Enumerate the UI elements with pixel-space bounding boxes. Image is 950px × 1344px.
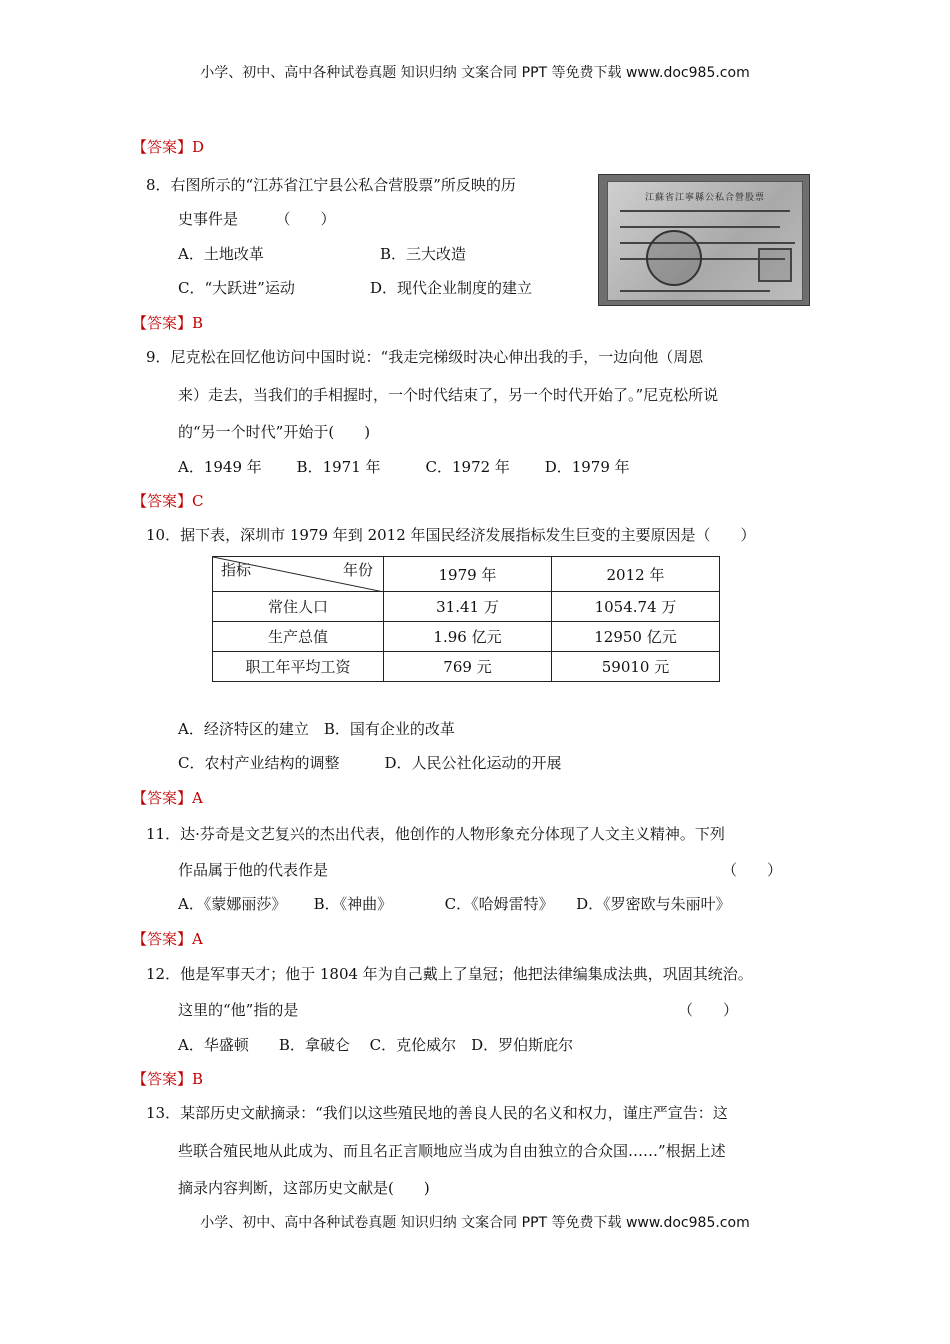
row-label: 生产总值 xyxy=(213,622,384,652)
cell-1979: 769 元 xyxy=(384,652,552,682)
q12-stem-line2: 这里的“他”指的是 xyxy=(178,1001,299,1019)
corner-label-year: 年份 xyxy=(342,561,373,579)
q8-option-a: A．土地改革 xyxy=(178,245,264,263)
q9-options: A．1949 年 B．1971 年 C．1972 年 D．1979 年 xyxy=(178,458,630,476)
q8-option-d: D．现代企业制度的建立 xyxy=(370,279,533,297)
answer-q8: 【答案】B xyxy=(132,314,204,332)
stock-certificate-title: 江蘇省江寧縣公私合營股票 xyxy=(644,193,765,203)
q10-options-ab: A．经济特区的建立 B．国有企业的改革 xyxy=(178,720,455,738)
cell-1979: 31.41 万 xyxy=(384,592,552,622)
cell-2012: 59010 元 xyxy=(552,652,720,682)
shenzhen-data-table xyxy=(212,556,720,682)
row-label: 职工年平均工资 xyxy=(213,652,384,682)
q11-bracket: （ ） xyxy=(722,861,783,879)
q10-options-cd: C．农村产业结构的调整 D．人民公社化运动的开展 xyxy=(178,754,562,772)
cell-2012: 1054.74 万 xyxy=(552,592,720,622)
corner-label-indicator: 指标 xyxy=(221,561,252,579)
header-year-1979: 1979 年 xyxy=(384,557,552,592)
q9-stem-line1: 9．尼克松在回忆他访问中国时说：“我走完梯级时决心伸出我的手，一边向他（周恩 xyxy=(146,348,704,366)
cell-2012: 12950 亿元 xyxy=(552,622,720,652)
q13-stem-line1: 13．某部历史文献摘录：“我们以这些殖民地的善良人民的名义和权力，谨庄严宣告：这 xyxy=(146,1104,728,1122)
q8-option-b: B．三大改造 xyxy=(380,245,467,263)
q10-stem: 10．据下表，深圳市 1979 年到 2012 年国民经济发展指标发生巨变的主要原因是（ ） xyxy=(146,526,756,544)
q12-options: A．华盛顿 B．拿破仑 C．克伦威尔 D．罗伯斯庇尔 xyxy=(178,1036,574,1054)
stock-certificate-image xyxy=(598,174,810,306)
row-label: 常住人口 xyxy=(213,592,384,622)
q13-stem-line2: 些联合殖民地从此成为、而且名正言顺地应当成为自由独立的合众国……”根据上述 xyxy=(178,1142,726,1160)
seal-stamp xyxy=(646,230,702,286)
answer-q11: 【答案】A xyxy=(132,930,203,948)
page-header: 小学、初中、高中各种试卷真题 知识归纳 文案合同 PPT 等免费下载 www.doc985.com xyxy=(200,65,750,81)
square-seal xyxy=(758,248,792,282)
q11-stem-line2: 作品属于他的代表作是 xyxy=(178,861,329,879)
q8-stem-line2: 史事件是 （ ） xyxy=(178,210,336,228)
header-year-2012: 2012 年 xyxy=(552,557,720,592)
q13-stem-line3: 摘录内容判断，这部历史文献是( ) xyxy=(178,1179,430,1197)
table-corner-cell xyxy=(213,557,384,592)
answer-q9: 【答案】C xyxy=(132,492,204,510)
cell-1979: 1.96 亿元 xyxy=(384,622,552,652)
q11-options: A．《蒙娜丽莎》 B．《神曲》 C．《哈姆雷特》 D．《罗密欧与朱丽叶》 xyxy=(178,895,731,913)
q12-stem-line1: 12．他是军事天才；他于 1804 年为自己戴上了皇冠；他把法律编集成法典，巩固其统治。 xyxy=(146,965,753,983)
q8-stem-line1: 8．右图所示的“江苏省江宁县公私合营股票”所反映的历 xyxy=(146,176,516,194)
q11-stem-line1: 11．达·芬奇是文艺复兴的杰出代表，他创作的人物形象充分体现了人文主义精神。下列 xyxy=(146,825,725,843)
page-footer: 小学、初中、高中各种试卷真题 知识归纳 文案合同 PPT 等免费下载 www.doc985.com xyxy=(200,1215,750,1231)
answer-q12: 【答案】B xyxy=(132,1070,204,1088)
q9-stem-line2: 来）走去，当我们的手相握时，一个时代结束了，另一个时代开始了。”尼克松所说 xyxy=(178,386,719,404)
q9-stem-line3: 的“另一个时代”开始于( ) xyxy=(178,423,371,441)
answer-q7: 【答案】D xyxy=(132,138,205,156)
q8-option-c: C．“大跃进”运动 xyxy=(178,279,295,297)
answer-q10: 【答案】A xyxy=(132,789,203,807)
q12-bracket: （ ） xyxy=(678,1001,739,1019)
